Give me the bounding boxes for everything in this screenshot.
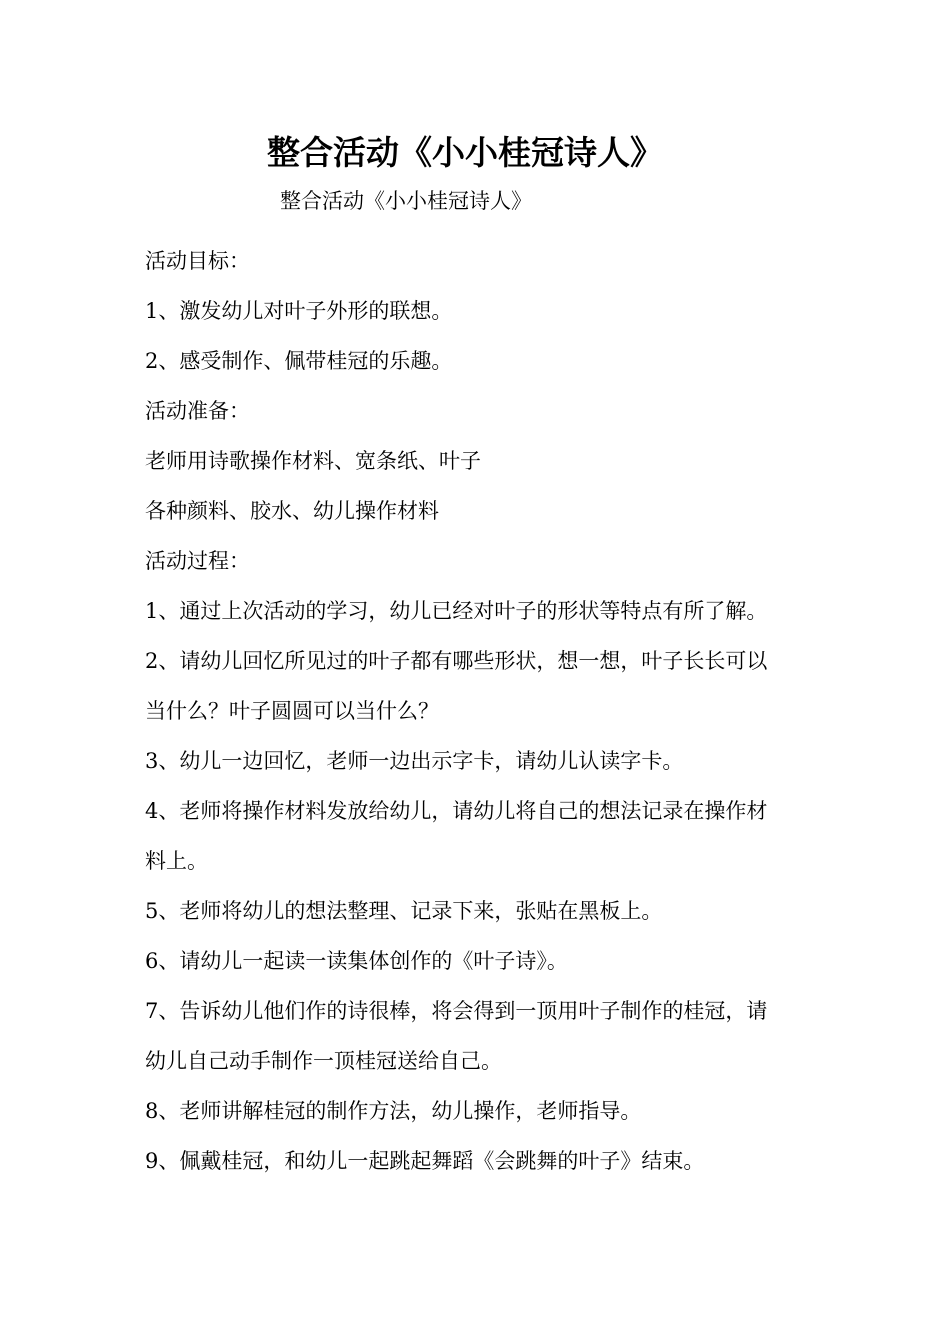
preparation-item: 老师用诗歌操作材料、宽条纸、叶子 xyxy=(145,449,481,473)
document-subtitle: 整合活动《小小桂冠诗人》 xyxy=(280,189,532,213)
goal-item: 1、激发幼儿对叶子外形的联想。 xyxy=(145,299,453,323)
process-step: 3、幼儿一边回忆，老师一边出示字卡，请幼儿认读字卡。 xyxy=(145,749,684,773)
process-step: 2、请幼儿回忆所见过的叶子都有哪些形状，想一想，叶子长长可以 xyxy=(145,649,768,673)
process-step-continued: 料上。 xyxy=(145,849,208,873)
document-title: 整合活动《小小桂冠诗人》 xyxy=(267,133,663,172)
document-body xyxy=(145,236,810,1186)
goal-item: 2、感受制作、佩带桂冠的乐趣。 xyxy=(145,349,453,373)
section-heading-preparation: 活动准备： xyxy=(145,399,250,423)
process-step: 8、老师讲解桂冠的制作方法，幼儿操作，老师指导。 xyxy=(145,1099,642,1123)
process-step: 6、请幼儿一起读一读集体创作的《叶子诗》。 xyxy=(145,949,568,973)
preparation-item: 各种颜料、胶水、幼儿操作材料 xyxy=(145,499,439,523)
process-step: 9、佩戴桂冠，和幼儿一起跳起舞蹈《会跳舞的叶子》结束。 xyxy=(145,1149,705,1173)
section-heading-process: 活动过程： xyxy=(145,549,250,573)
process-step: 7、告诉幼儿他们作的诗很棒，将会得到一顶用叶子制作的桂冠，请 xyxy=(145,999,768,1023)
process-step: 1、通过上次活动的学习，幼儿已经对叶子的形状等特点有所了解。 xyxy=(145,599,768,623)
section-heading-goals: 活动目标： xyxy=(145,249,250,273)
process-step-continued: 当什么？叶子圆圆可以当什么？ xyxy=(145,699,439,723)
process-step: 4、老师将操作材料发放给幼儿，请幼儿将自己的想法记录在操作材 xyxy=(145,799,768,823)
process-step-continued: 幼儿自己动手制作一顶桂冠送给自己。 xyxy=(145,1049,502,1073)
process-step: 5、老师将幼儿的想法整理、记录下来，张贴在黑板上。 xyxy=(145,899,663,923)
